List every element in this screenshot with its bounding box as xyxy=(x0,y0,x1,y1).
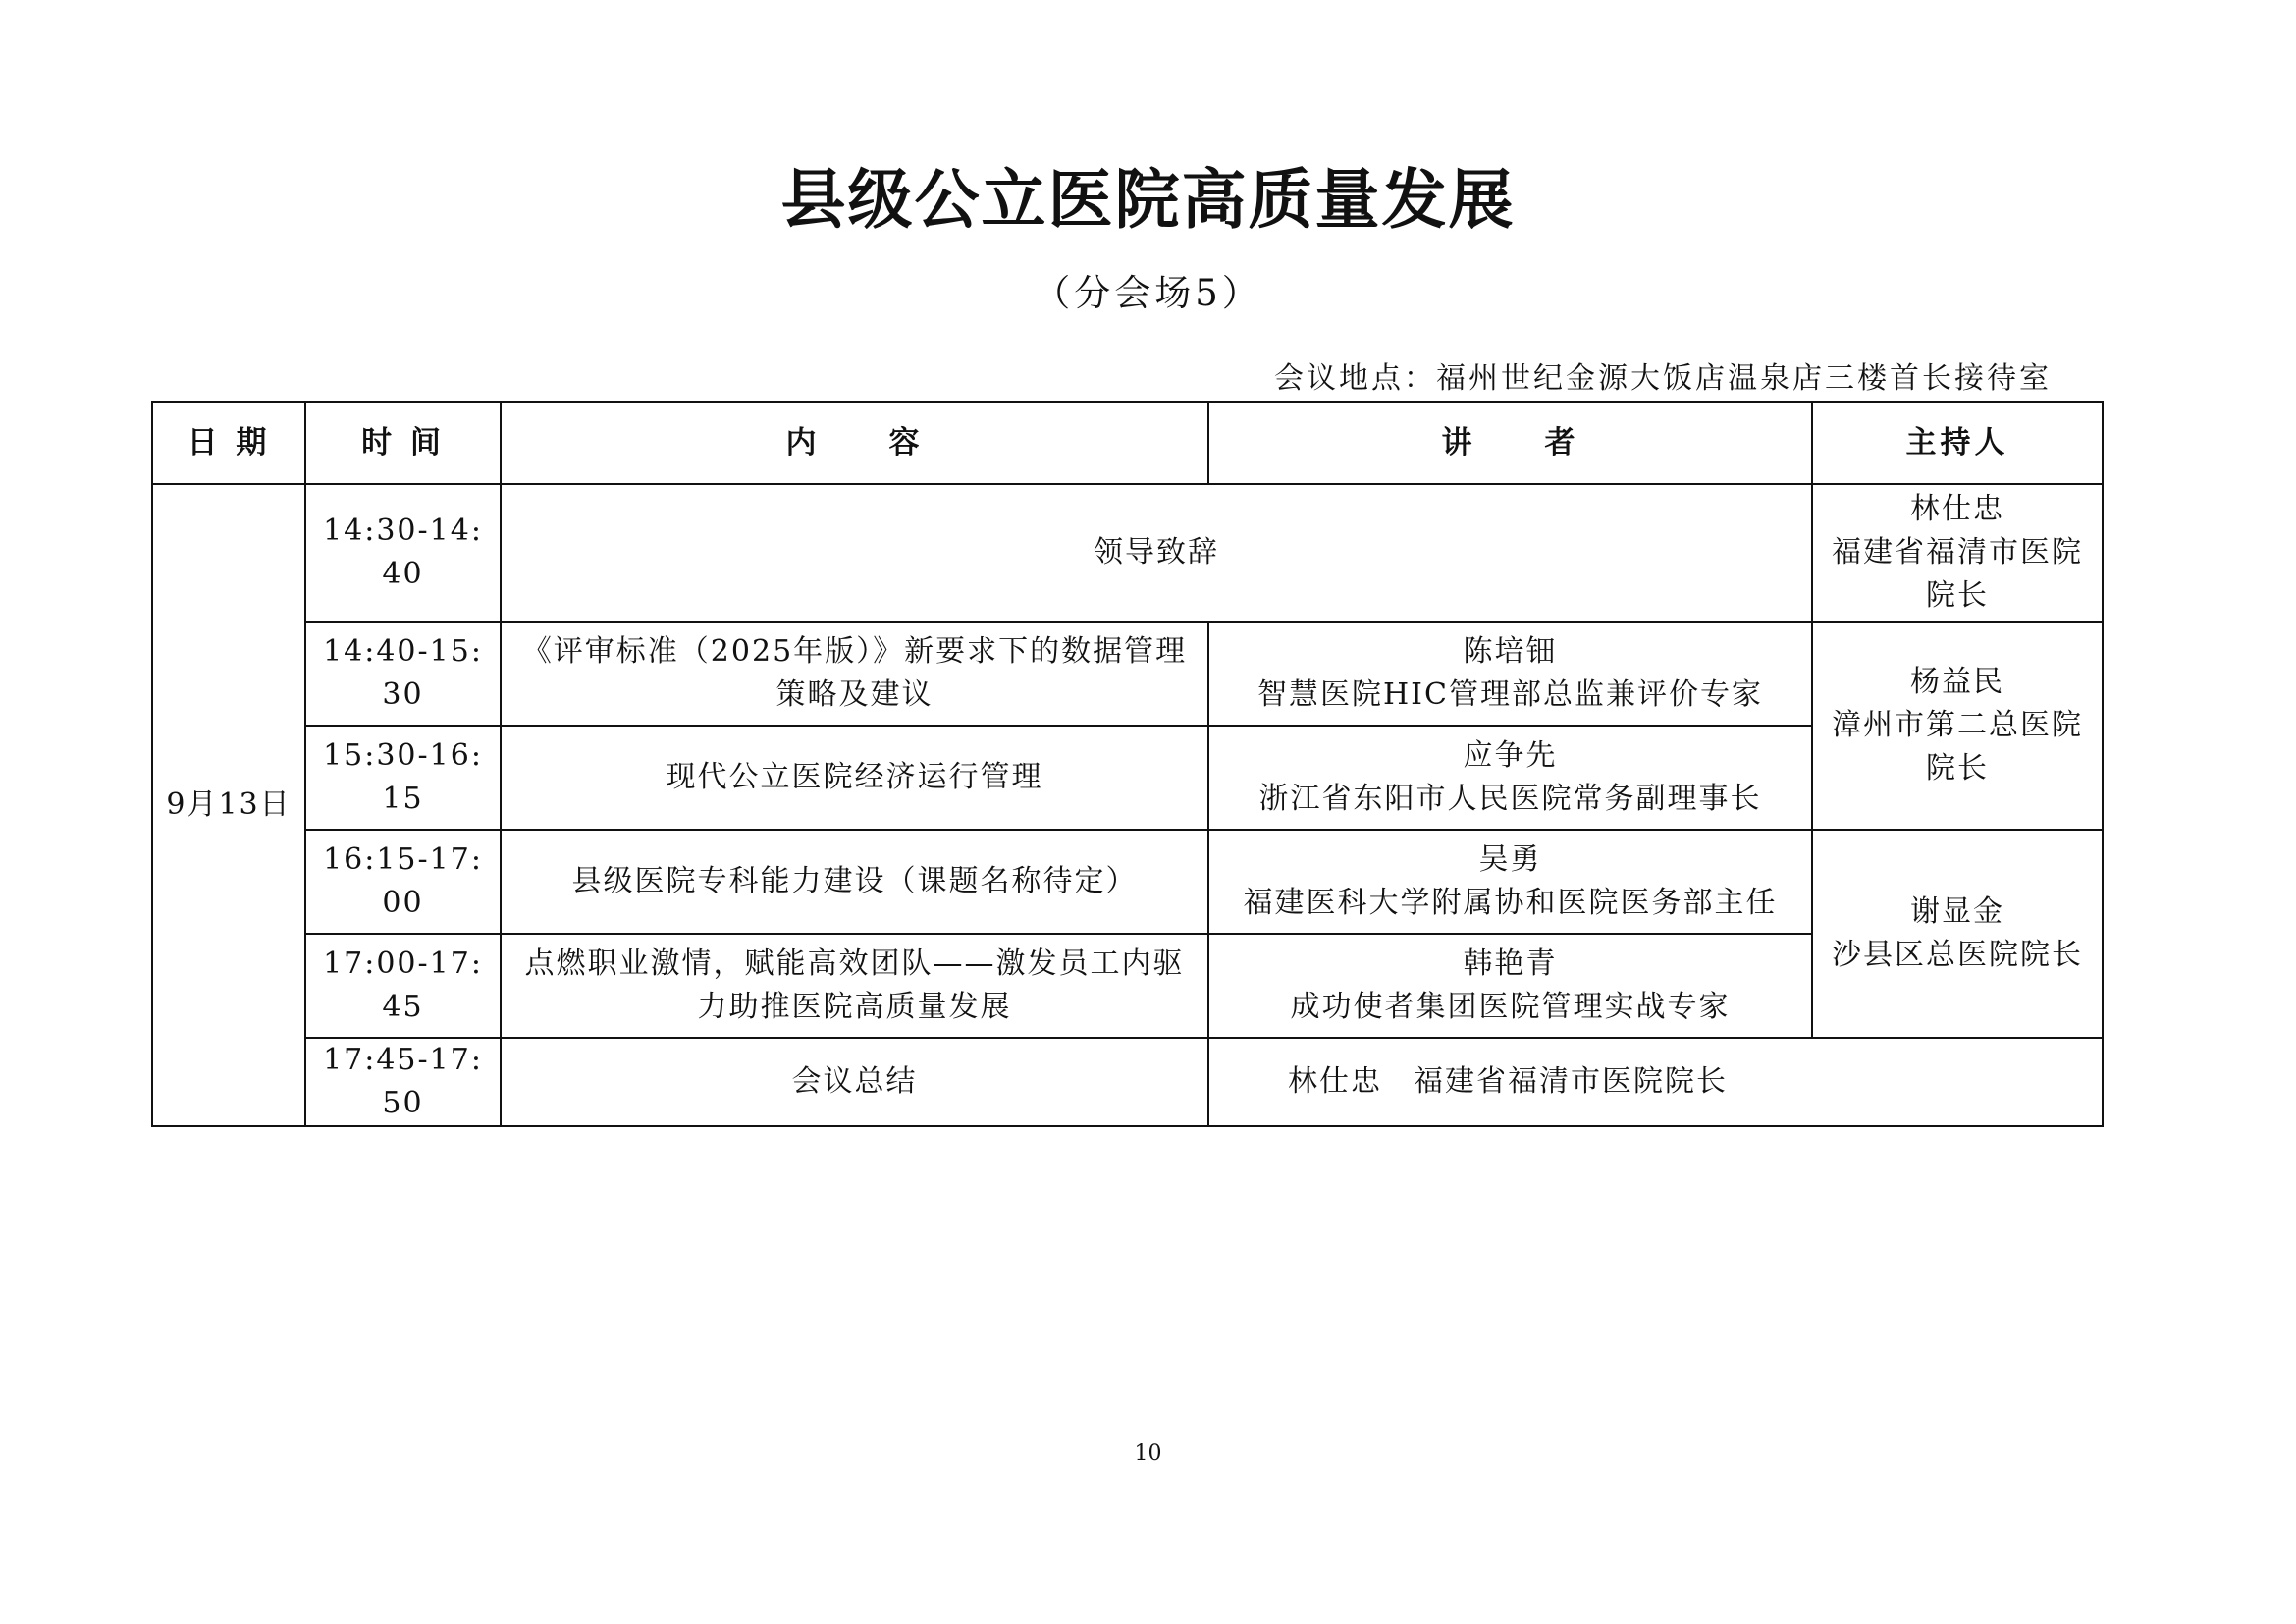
table-row xyxy=(152,484,2103,622)
time-cell: 14:40-15:30 xyxy=(305,622,501,726)
speaker-cell xyxy=(1208,934,1812,1038)
host-title: 福建省福清市医院院长 xyxy=(1832,535,2083,613)
time-cell: 14:30-14:40 xyxy=(305,484,501,622)
speaker-cell xyxy=(1208,622,1812,726)
header-speaker: 讲 者 xyxy=(1208,402,1812,484)
schedule-table xyxy=(151,401,2104,1127)
speaker-cell xyxy=(1208,726,1812,830)
page-subtitle: （分会场5） xyxy=(1034,272,1262,314)
content-cell: 点燃职业激情，赋能高效团队——激发员工内驱力助推医院高质量发展 xyxy=(501,934,1208,1038)
venue-text: 会议地点：福州世纪金源大饭店温泉店三楼首长接待室 xyxy=(1274,361,2052,396)
speaker-cell xyxy=(1208,830,1812,934)
host-name: 谢显金 xyxy=(1910,894,2004,929)
page-number: 10 xyxy=(1134,1441,1162,1466)
header-host: 主持人 xyxy=(1812,402,2103,484)
speaker-title: 浙江省东阳市人民医院常务副理事长 xyxy=(1258,782,1762,816)
content-cell: 领导致辞 xyxy=(501,484,1812,622)
speaker-title: 成功使者集团医院管理实战专家 xyxy=(1290,990,1731,1024)
host-cell xyxy=(1812,484,2103,622)
time-cell: 17:45-17:50 xyxy=(305,1038,501,1126)
host-title: 漳州市第二总医院院长 xyxy=(1832,708,2083,785)
content-cell: 县级医院专科能力建设（课题名称待定） xyxy=(501,830,1208,934)
table-header-row xyxy=(152,402,2103,484)
header-time: 时 间 xyxy=(305,402,501,484)
host-name: 林仕忠 xyxy=(1910,492,2004,526)
table-row xyxy=(152,934,2103,1038)
table-row xyxy=(152,830,2103,934)
host-name: 杨益民 xyxy=(1910,665,2004,699)
speaker-title: 福建医科大学附属协和医院医务部主任 xyxy=(1243,886,1778,920)
speaker-name: 应争先 xyxy=(1463,738,1558,773)
host-cell xyxy=(1812,622,2103,830)
table-row xyxy=(152,726,2103,830)
content-cell: 《评审标准（2025年版）》新要求下的数据管理策略及建议 xyxy=(501,622,1208,726)
speaker-name: 韩艳青 xyxy=(1463,947,1558,981)
host-title: 沙县区总医院院长 xyxy=(1832,938,2083,972)
speaker-title: 智慧医院HIC管理部总监兼评价专家 xyxy=(1257,677,1763,712)
time-cell: 15:30-16:15 xyxy=(305,726,501,830)
time-cell: 16:15-17:00 xyxy=(305,830,501,934)
host-cell xyxy=(1812,830,2103,1038)
header-content: 内 容 xyxy=(501,402,1208,484)
date-cell: 9月13日 xyxy=(152,484,305,1126)
content-cell: 会议总结 xyxy=(501,1038,1208,1126)
table-row xyxy=(152,1038,2103,1126)
header-date: 日 期 xyxy=(152,402,305,484)
speaker-cell: 林仕忠 福建省福清市医院院长 xyxy=(1208,1038,2103,1126)
time-cell: 17:00-17:45 xyxy=(305,934,501,1038)
table-row xyxy=(152,622,2103,726)
content-cell: 现代公立医院经济运行管理 xyxy=(501,726,1208,830)
speaker-name: 陈培钿 xyxy=(1463,634,1558,669)
page-title: 县级公立医院高质量发展 xyxy=(780,161,1516,238)
speaker-name: 吴勇 xyxy=(1478,842,1542,877)
